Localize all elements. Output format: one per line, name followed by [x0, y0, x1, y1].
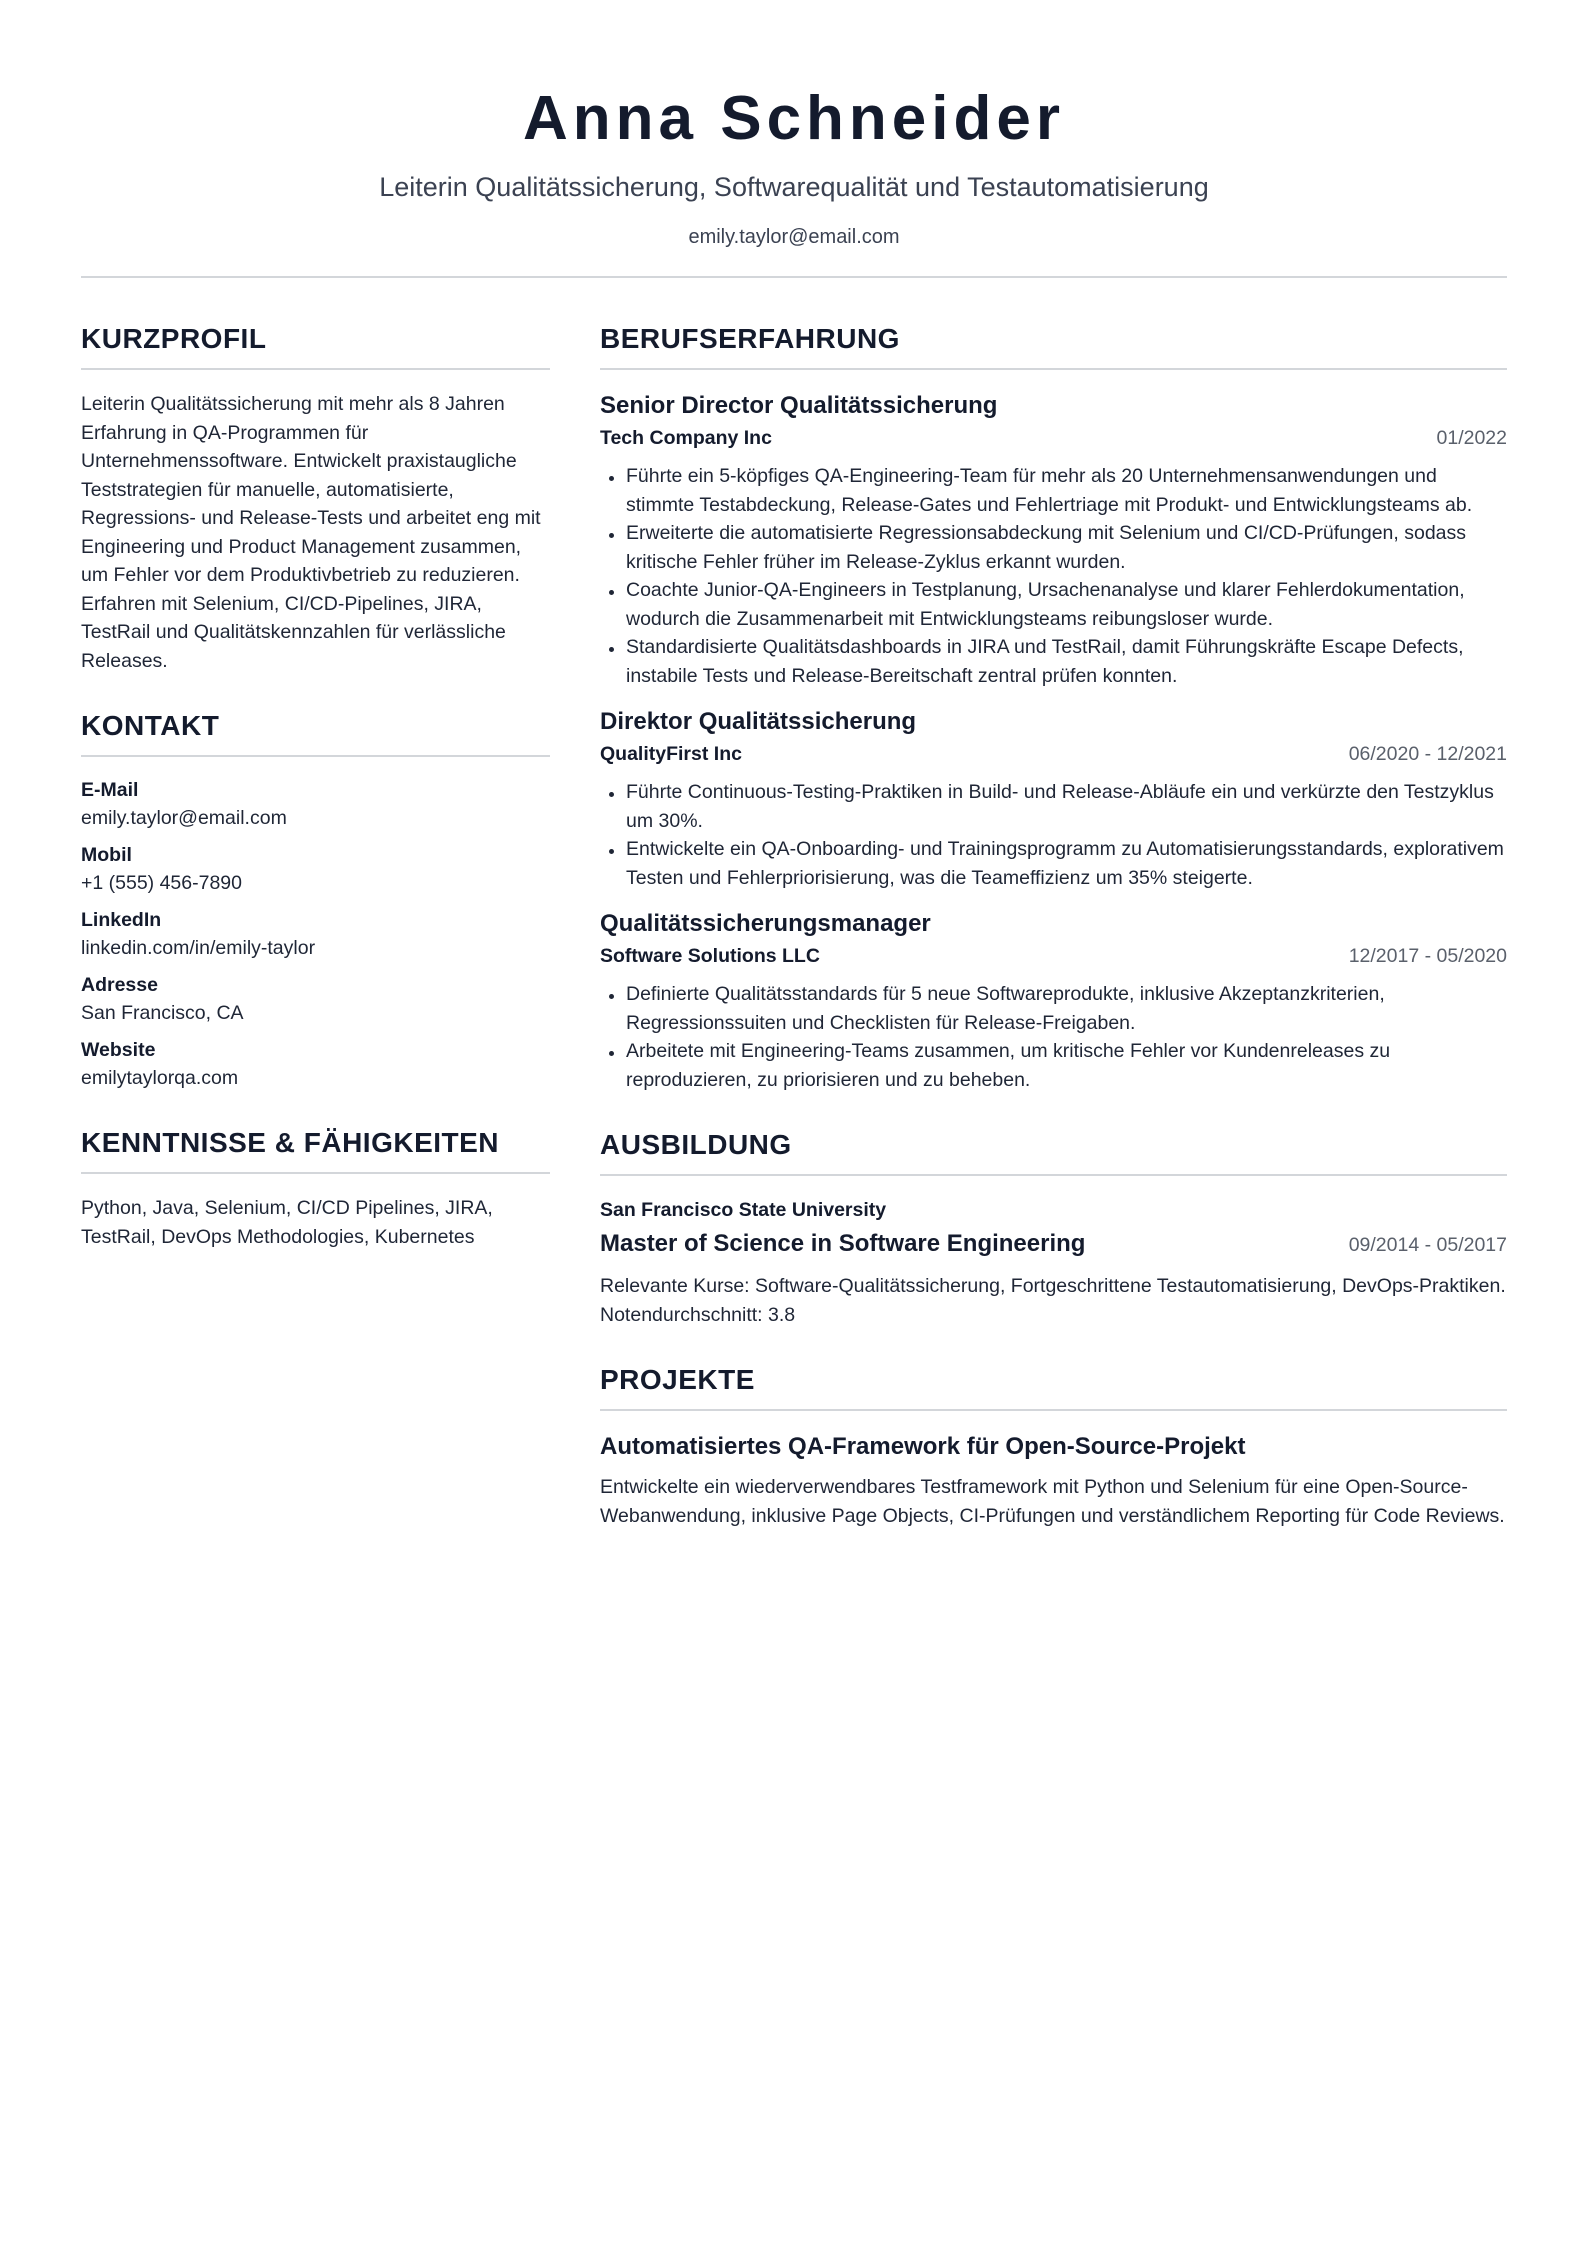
- contact-value: +1 (555) 456-7890: [81, 872, 242, 894]
- summary-section: [81, 322, 550, 675]
- job-title: Direktor Qualitätssicherung: [600, 708, 917, 735]
- contact-linkedin: [81, 907, 550, 962]
- summary-heading: KURZPROFIL: [81, 322, 550, 370]
- left-column: [81, 322, 550, 1564]
- experience-heading: BERUFSERFAHRUNG: [600, 322, 1507, 370]
- header-email: emily.taylor@email.com: [688, 226, 900, 248]
- job-entry: [600, 390, 1507, 690]
- job-company: QualityFirst Inc: [600, 743, 742, 765]
- job-date: 01/2022: [1436, 427, 1507, 449]
- job-company: Tech Company Inc: [600, 427, 772, 449]
- job-company: Software Solutions LLC: [600, 945, 820, 967]
- job-bullet: Coachte Junior-QA-Engineers in Testplanung, Ursachenanalyse und klarer Fehlerdokumentation, wodurch die Zusammenarbeit mit Entwicklungsteams reibungsloser wurde.: [600, 576, 1507, 633]
- education-heading: AUSBILDUNG: [600, 1128, 1507, 1176]
- job-meta: [600, 424, 1507, 452]
- job-bullet: Definierte Qualitätsstandards für 5 neue Softwareprodukte, inklusive Akzeptanzkriterien, Regressionssuiten und Checklisten für Release-Freigaben.: [600, 980, 1507, 1037]
- header-divider: [81, 276, 1507, 278]
- candidate-headline: Leiterin Qualitätssicherung, Softwarequalität und Testautomatisierung: [379, 172, 1209, 202]
- education-description: Relevante Kurse: Software-Qualitätssicherung, Fortgeschrittene Testautomatisierung, DevOps-Praktiken. Notendurchschnitt: 3.8: [600, 1275, 1506, 1326]
- contact-label: LinkedIn: [81, 909, 162, 931]
- education-school: San Francisco State University: [600, 1199, 887, 1221]
- job-bullets: [600, 980, 1507, 1094]
- project-description: Entwickelte ein wiederverwendbares Testframework mit Python und Selenium für eine Open-Source-Webanwendung, inklusive Page Objects, CI-Prüfungen und verständlichem Reporting für Code Reviews.: [600, 1476, 1505, 1527]
- job-entry: [600, 908, 1507, 1094]
- content-columns: [81, 322, 1507, 1564]
- job-meta: [600, 942, 1507, 970]
- education-section: [600, 1128, 1507, 1329]
- job-date: 12/2017 - 05/2020: [1348, 945, 1507, 967]
- contact-label: Website: [81, 1039, 156, 1061]
- job-title: Qualitätssicherungsmanager: [600, 910, 931, 937]
- contact-label: E-Mail: [81, 779, 139, 801]
- job-meta: [600, 740, 1507, 768]
- right-column: [600, 322, 1507, 1564]
- job-bullet: Erweiterte die automatisierte Regressionsabdeckung mit Selenium und CI/CD-Prüfungen, sodass kritische Fehler früher im Release-Zyklus erkannt wurden.: [600, 519, 1507, 576]
- contact-mobile: [81, 842, 550, 897]
- skills-section: [81, 1126, 550, 1251]
- contact-value: emilytaylorqa.com: [81, 1067, 239, 1089]
- contact-address: [81, 972, 550, 1027]
- project-title: Automatisiertes QA-Framework für Open-Source-Projekt: [600, 1433, 1246, 1460]
- contact-website: [81, 1037, 550, 1092]
- education-date: 09/2014 - 05/2017: [1348, 1234, 1507, 1256]
- education-degree: Master of Science in Software Engineering: [600, 1230, 1086, 1257]
- contact-section: [81, 709, 550, 1092]
- resume-header: [81, 0, 1507, 250]
- contact-value: San Francisco, CA: [81, 1002, 244, 1024]
- summary-text: Leiterin Qualitätssicherung mit mehr als 8 Jahren Erfahrung in QA-Programmen für Unternehmenssoftware. Entwickelt praxistaugliche Teststrategien für manuelle, automatisierte, Regressions- und Release-Tests und arbeitet eng mit Engineering und Product Management zusammen, um Fehler vor dem Produktivbetrieb zu reduzieren. Erfahren mit Selenium, CI/CD-Pipelines, JIRA, TestRail und Qualitätskennzahlen für verlässliche Releases.: [81, 393, 541, 672]
- projects-section: [600, 1363, 1507, 1530]
- contact-email: [81, 777, 550, 832]
- skills-text: Python, Java, Selenium, CI/CD Pipelines, JIRA, TestRail, DevOps Methodologies, Kubernetes: [81, 1197, 493, 1248]
- education-row: [600, 1228, 1507, 1260]
- job-date: 06/2020 - 12/2021: [1348, 743, 1507, 765]
- job-bullet: Arbeitete mit Engineering-Teams zusammen, um kritische Fehler vor Kundenreleases zu reproduzieren, zu priorisieren und zu beheben.: [600, 1037, 1507, 1094]
- contact-label: Mobil: [81, 844, 132, 866]
- contact-heading: KONTAKT: [81, 709, 550, 757]
- experience-section: [600, 322, 1507, 1094]
- job-bullet: Führte Continuous-Testing-Praktiken in Build- und Release-Abläufe ein und verkürzte den Testzyklus um 30%.: [600, 778, 1507, 835]
- job-bullet: Standardisierte Qualitätsdashboards in JIRA und TestRail, damit Führungskräfte Escape Defects, instabile Tests und Release-Bereitschaft zentral prüfen konnten.: [600, 633, 1507, 690]
- contact-value: emily.taylor@email.com: [81, 807, 287, 829]
- contact-value: linkedin.com/in/emily-taylor: [81, 937, 316, 959]
- candidate-name: Anna Schneider: [523, 84, 1065, 153]
- job-entry: [600, 706, 1507, 892]
- projects-heading: PROJEKTE: [600, 1363, 1507, 1411]
- job-bullets: [600, 778, 1507, 892]
- contact-label: Adresse: [81, 974, 158, 996]
- skills-heading: KENNTNISSE & FÄHIGKEITEN: [81, 1126, 550, 1174]
- job-bullet: Entwickelte ein QA-Onboarding- und Trainingsprogramm zu Automatisierungsstandards, explorativem Testen und Fehlerpriorisierung, was die Teameffizienz um 35% steigerte.: [600, 835, 1507, 892]
- job-bullet: Führte ein 5-köpfiges QA-Engineering-Team für mehr als 20 Unternehmensanwendungen und stimmte Testabdeckung, Release-Gates und Fehlertriage mit Produkt- und Entwicklungsteams ab.: [600, 462, 1507, 519]
- job-bullets: [600, 462, 1507, 690]
- job-title: Senior Director Qualitätssicherung: [600, 392, 998, 419]
